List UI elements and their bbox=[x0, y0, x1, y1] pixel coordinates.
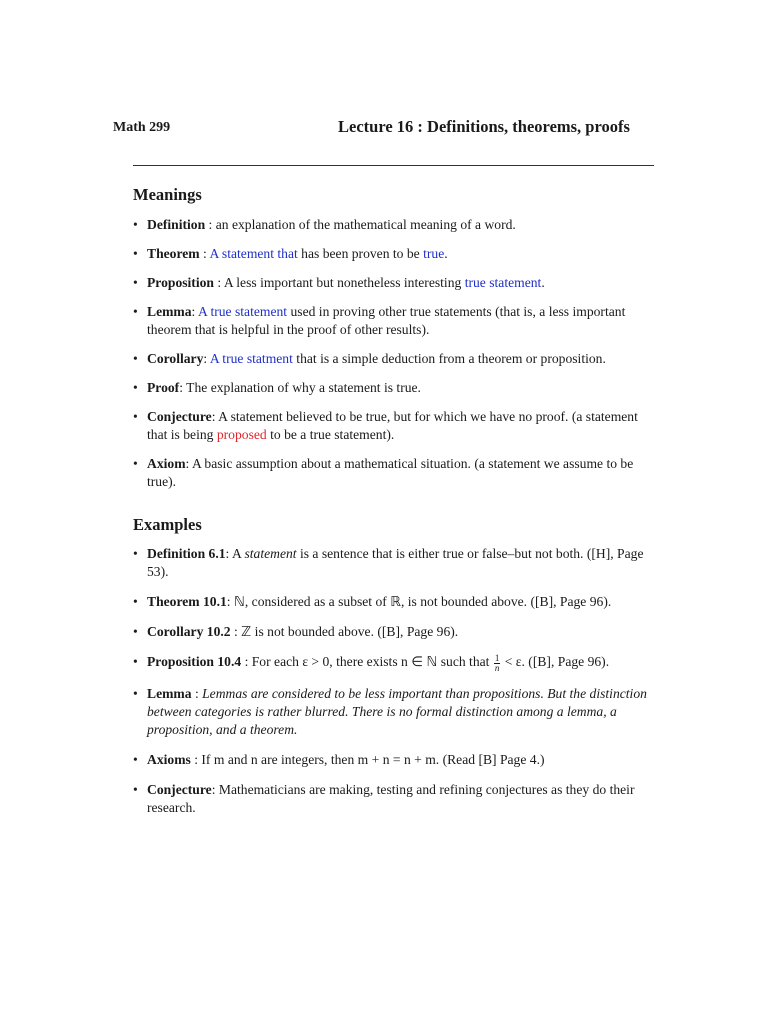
item-text: A statement believed to be true, but for which we have no proof. (a statement that is being bbox=[147, 409, 638, 442]
term-label: Theorem bbox=[147, 246, 200, 261]
item-text: A basic assumption about a mathematical situation. (a statement we assume to be true). bbox=[147, 456, 634, 489]
course-name: Math 299 bbox=[113, 120, 171, 135]
item-text: < ε. ([B], Page 96). bbox=[501, 654, 610, 669]
term-label: Proposition bbox=[147, 275, 214, 290]
separator: : bbox=[211, 782, 219, 797]
term-label: Axioms bbox=[147, 752, 191, 767]
item-text: . bbox=[444, 246, 448, 261]
item-text: used in proving other true statements (that is, a less important theorem that is helpful in the proof of other results). bbox=[147, 304, 626, 337]
list-item-corollary bbox=[133, 350, 654, 368]
list-item-proof bbox=[133, 379, 654, 397]
term-label: Corollary bbox=[147, 351, 204, 366]
list-item-definition bbox=[133, 216, 654, 234]
list-item-proposition bbox=[133, 274, 654, 292]
highlight-text: A true statement bbox=[197, 304, 288, 319]
term-label: Axiom bbox=[147, 456, 186, 471]
item-text: to be a true statement). bbox=[266, 427, 395, 442]
examples-heading: Examples bbox=[133, 515, 202, 534]
term-label: Conjecture bbox=[147, 782, 212, 797]
highlight-text: A true statment bbox=[209, 351, 293, 366]
list-item-lemma-example bbox=[133, 685, 654, 739]
list-item-axioms-example bbox=[133, 751, 654, 769]
separator: : bbox=[230, 624, 242, 639]
item-text: A bbox=[231, 546, 245, 561]
separator: : bbox=[203, 351, 210, 366]
item-text: an explanation of the mathematical meaning of a word. bbox=[215, 217, 516, 232]
separator: : bbox=[225, 546, 232, 561]
item-text: If m and n are integers, then m + n = n + m. (Read [B] Page 4.) bbox=[201, 752, 545, 767]
separator: : bbox=[179, 380, 187, 395]
list-item-proposition-example bbox=[133, 653, 654, 673]
italic-text: statement bbox=[244, 546, 297, 561]
item-text: For each ε > 0, there exists n ∈ ℕ such that bbox=[251, 654, 493, 669]
item-text: ℤ is not bounded above. ([B], Page 96). bbox=[241, 624, 459, 639]
item-text: that is a simple deduction from a theorem or proposition. bbox=[292, 351, 606, 366]
list-item-theorem-example bbox=[133, 593, 654, 611]
separator: : bbox=[185, 456, 192, 471]
separator: : bbox=[241, 654, 252, 669]
list-item-conjecture bbox=[133, 408, 654, 444]
highlight-text: true bbox=[423, 246, 445, 261]
term-label: Theorem 10.1 bbox=[147, 594, 227, 609]
item-text: A less important but nonetheless interesting bbox=[223, 275, 465, 290]
separator: : bbox=[205, 217, 216, 232]
term-label: Conjecture bbox=[147, 409, 212, 424]
meanings-heading: Meanings bbox=[133, 185, 202, 204]
highlight-text: proposed bbox=[216, 427, 267, 442]
separator: : bbox=[190, 752, 202, 767]
highlight-text: A statement that bbox=[209, 246, 298, 261]
separator: : bbox=[226, 594, 234, 609]
separator: : bbox=[211, 409, 219, 424]
item-text: is a sentence that is either true or false–but not both. ([H], Page 53). bbox=[147, 546, 644, 579]
separator: : bbox=[213, 275, 224, 290]
lecture-title: Lecture 16 : Definitions, theorems, proofs bbox=[338, 117, 630, 136]
list-item-definition-example bbox=[133, 545, 654, 581]
term-label: Definition bbox=[147, 217, 206, 232]
list-item-corollary-example bbox=[133, 623, 654, 641]
examples-list bbox=[133, 545, 654, 817]
list-item-theorem bbox=[133, 245, 654, 263]
separator: : bbox=[191, 686, 203, 701]
meanings-list bbox=[133, 216, 654, 491]
fraction bbox=[494, 654, 501, 673]
term-label: Proof bbox=[147, 380, 180, 395]
item-text: The explanation of why a statement is true. bbox=[186, 380, 421, 395]
fraction-denominator: n bbox=[494, 663, 500, 673]
highlight-text: true statement bbox=[464, 275, 542, 290]
header-rule bbox=[133, 165, 654, 166]
fraction-numerator: 1 bbox=[494, 653, 500, 663]
term-label: Lemma bbox=[147, 304, 192, 319]
separator: : bbox=[199, 246, 210, 261]
item-text: has been proven to be bbox=[297, 246, 424, 261]
term-label: Lemma bbox=[147, 686, 192, 701]
list-item-conjecture-example bbox=[133, 781, 654, 817]
italic-text: Lemmas are considered to be less important than propositions. But the distinction between categories is rather blurred. There is no formal distinction among a lemma, a proposition, and a theorem. bbox=[147, 686, 647, 737]
term-label: Corollary 10.2 bbox=[147, 624, 231, 639]
separator: : bbox=[191, 304, 198, 319]
list-item-axiom bbox=[133, 455, 654, 491]
term-label: Proposition 10.4 bbox=[147, 654, 242, 669]
term-label: Definition 6.1 bbox=[147, 546, 226, 561]
item-text: . bbox=[541, 275, 545, 290]
item-text: Mathematicians are making, testing and refining conjectures as they do their research. bbox=[147, 782, 635, 815]
list-item-lemma bbox=[133, 303, 654, 339]
item-text: ℕ, considered as a subset of ℝ, is not bounded above. ([B], Page 96). bbox=[233, 594, 612, 609]
